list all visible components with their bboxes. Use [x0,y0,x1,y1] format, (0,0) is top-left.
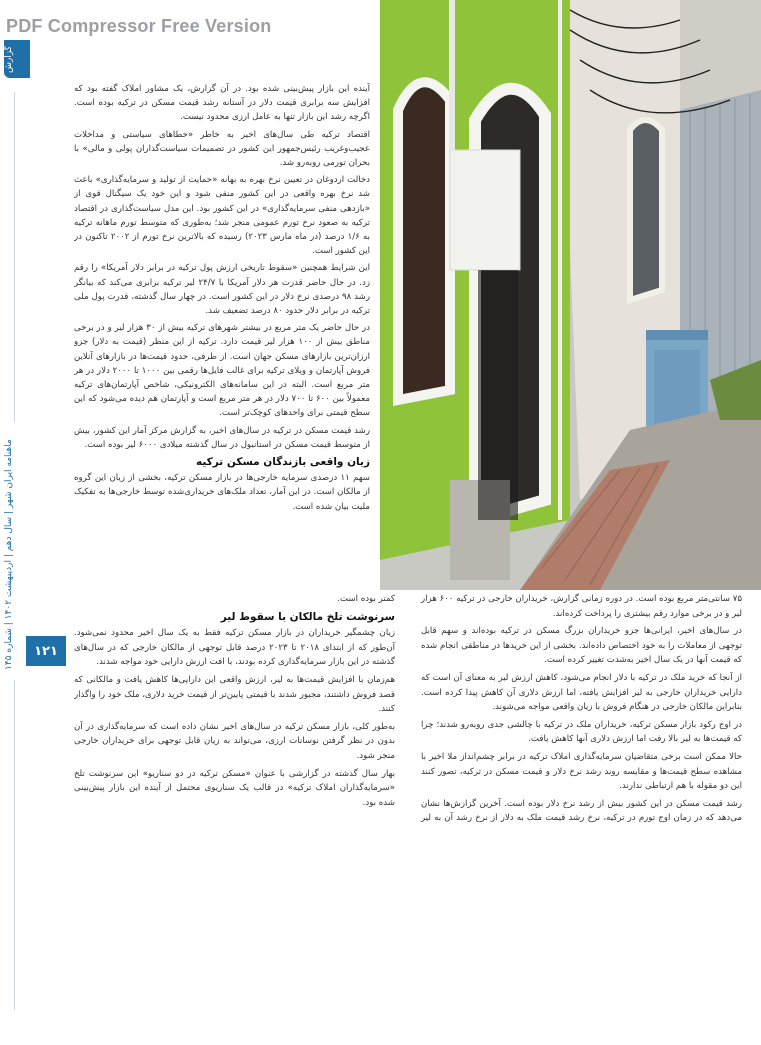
section-heading: سرنوشت تلخ مالکان با سقوط لیر [220,610,395,623]
section-heading: زیان واقعی بازندگان مسکن ترکیه [196,456,370,469]
paragraph: اقتصاد ترکیه طی سال‌های اخیر به خاطر «خطاهای سیاستی و مداخلات عجیب‌وغریب رئیس‌جمهور این کشور در تصمیمات سیاست‌گذاران پولی و مالی» با بحران تورمی روبه‌رو شد. [74,129,370,169]
side-rule-bottom [14,680,15,1010]
paragraph: رشد قیمت مسکن در این کشور بیش از رشد نرخ دلار بوده است. آخرین گزارش‌ها نشان می‌دهد که در زمان اوج تورم در ترکیه، نرخ رشد قیمت ملک به دلار از نرخ رشد آن به لیر کمتر بوده است. [337,594,742,824]
paragraph: هم‌زمان با افزایش قیمت‌ها به لیر، ارزش واقعی این دارایی‌ها کاهش یافت و مالکانی که قصد فروش داشتند، مجبور شدند با قیمتی پایین‌تر از قیمت خرید دلاری، ملک خود را واگذار کنند. [74,674,395,715]
pdf-watermark: PDF Compressor Free Version [6,16,272,36]
article-column-bottom [74,592,742,1032]
paragraph: در اوج رکود بازار مسکن ترکیه، خریداران ملک در ترکیه با چالشی جدی روبه‌رو شدند؛ چرا که قیمت‌ها به لیر بالا رفت اما ارزش دلاری آنها کاهش یافت. [421,719,742,745]
section-tab [4,40,30,78]
paragraph: این شرایط همچنین «سقوط تاریخی ارزش پول ترکیه در برابر دلار آمریکا» را رقم زد. در حال حاضر قدرت هر دلار آمریکا با ۲۴/۷ لیر ترکیه برابری می‌کند که بیانگر رشد ۹۸ درصدی نرخ دلار در این کشور است. در چهار سال گذشته، قدرت پول ملی ترکیه در برابر دلار حدود ۸۰ درصد تضعیف شد. [74,263,370,317]
paragraph: در سال‌های اخیر، ایرانی‌ها جزو خریداران بزرگ مسکن در ترکیه بوده‌اند و سهم قابل توجهی از معاملات را به خود اختصاص داده‌اند. بخشی از این خریدها در مناطقی انجام شده که قیمت آنها در یک سال اخیر به‌شدت تغییر کرده است. [421,626,742,666]
paragraph: آینده این بازار پیش‌بینی شده بود. در آن گزارش، یک مشاور املاک گفته بود که افزایش سه برابری قیمت دلار در آستانه رشد قیمت مسکن در ترکیه بوده است. اگرچه رشد این بازار تنها به عامل ارزی محدود نیست. [74,84,370,123]
side-rule-top [14,92,15,422]
paragraph: سهم ۱۱ درصدی سرمایه خارجی‌ها در بازار مسکن ترکیه، بخشی از زیان این گروه از مالکان است. در این آمار، تعداد ملک‌های خریداری‌شده توسط خارجی‌ها به تفکیک ملیت بیان شده است. [74,473,370,512]
street-photo-illustration [380,0,761,590]
street-photo [380,0,761,590]
paragraph: زیان چشمگیر خریداران در بازار مسکن ترکیه فقط به یک سال اخیر محدود نمی‌شود. آن‌طور که از ابتدای ۲۰۱۸ تا ۲۰۲۳ درصد قابل توجهی از مالکان خارجی که در سال‌های گذشته در این بازار سرمایه‌گذاری کرده بودند، با افت ارزش دارایی خود مواجه شدند. [74,628,395,668]
running-title: ماهنامه ایران شهر | سال دهم | اردیبهشت ۱۴۰۲ | شماره ۱۴۵ [4,439,14,671]
paragraph: در حال حاضر یک متر مربع در بیشتر شهرهای ترکیه بیش از ۳۰ هزار لیر و در برخی مناطق بیش از ۱۰۰ هزار لیر قیمت دارد. ترکیه از این منظر (قیمت به دلار) جزو ارزان‌ترین بازارهای مسکن جهان است. از طرفی، حدود قیمت‌ها در بازارهای آنلاین فروش آپارتمان و ویلای ترکیه برای غالب فایل‌ها رقمی بین ۱۰۰۰ تا ۲۰۰۰ دلار در هر متر مربع است. البته در این سامانه‌های الکترونیکی، شاخص آپارتمان‌های ترکیه معمولاً بین ۶۰۰ تا ۷۰۰ دلار در هر متر مربع است و آپارتمان هم دیده می‌شود که این سطح قیمتی برای واحدهای کوچک‌تر است. [74,323,370,419]
paragraph: ۷۵ سانتی‌متر مربع بوده است. در دوره زمانی گزارش، خریداران خارجی در ترکیه ۶۰۰ هزار لیر و در برخی موارد رقم بیشتری را پرداخت کرده‌اند. [421,594,742,619]
door-icon [478,270,518,520]
section-tab-label: گزارش [4,45,14,73]
paragraph: از آنجا که خرید ملک در ترکیه با دلار انجام می‌شود، کاهش ارزش لیر به معنای آن است که دارایی خریداران خارجی به لیر افزایش یافته، اما ارزش دلاری آن کاهش پیدا کرده است. بنابراین مالکان خارجی در هنگام فروش با زیان واقعی مواجه می‌شوند. [421,672,742,713]
page-number: ۱۲۱ [26,636,66,666]
paragraph: حالا ممکن است برخی متقاضیان سرمایه‌گذاری املاک ترکیه در برابر چشم‌انداز ملا اخیر با مشاهده سطح قیمت‌ها و مقایسه روند رشد نرخ دلار و قیمت مسکن در ترکیه، تصور کنند این دو مقوله با هم ارتباطی ندارند. [421,751,742,792]
paragraph: رشد قیمت مسکن در ترکیه در سال‌های اخیر، به گزارش مرکز آمار این کشور، بیش از متوسط قیمت مسکن در استانبول در سال گذشته میلادی ۶۰۰۰ لیر بوده است. [74,425,370,450]
paragraph: به‌طور کلی، بازار مسکن ترکیه در سال‌های اخیر نشان داده است که سرمایه‌گذاری در آن بدون در نظر گرفتن نوسانات ارزی، می‌تواند به زیان قابل توجهی برای خریداران خارجی منجر شود. [74,721,395,761]
paragraph: بهار سال گذشته در گزارشی با عنوان «مسکن ترکیه در دو سناریو» این سرنوشت تلخ «سرمایه‌گذاران املاک ترکیه» در قالب یک سناریوی محتمل از آینده این بازار پیش‌بینی شده بود. [74,768,395,808]
paragraph: دخالت اردوغان در تعیین نرخ بهره به بهانه «حمایت از تولید و سرمایه‌گذاری» باعث شد نرخ بهره واقعی در این کشور منفی شود و این خود یک سیگنال قوی از «بازدهی منفی سرمایه‌گذاری» در این کشور بود. این مدل سیاست‌گذاری در اقتصاد ترکیه به صعود نرخ تورم عمومی منجر شد؛ به‌طوری که متوسط تورم ماهانه ترکیه به ۱/۶ درصد (در ماه مارس ۲۰۲۳) رسیده که بالاترین نرخ تورم از ۲۰۰۲ تاکنون در این کشور است. [74,175,370,257]
article-column-top [74,82,370,562]
